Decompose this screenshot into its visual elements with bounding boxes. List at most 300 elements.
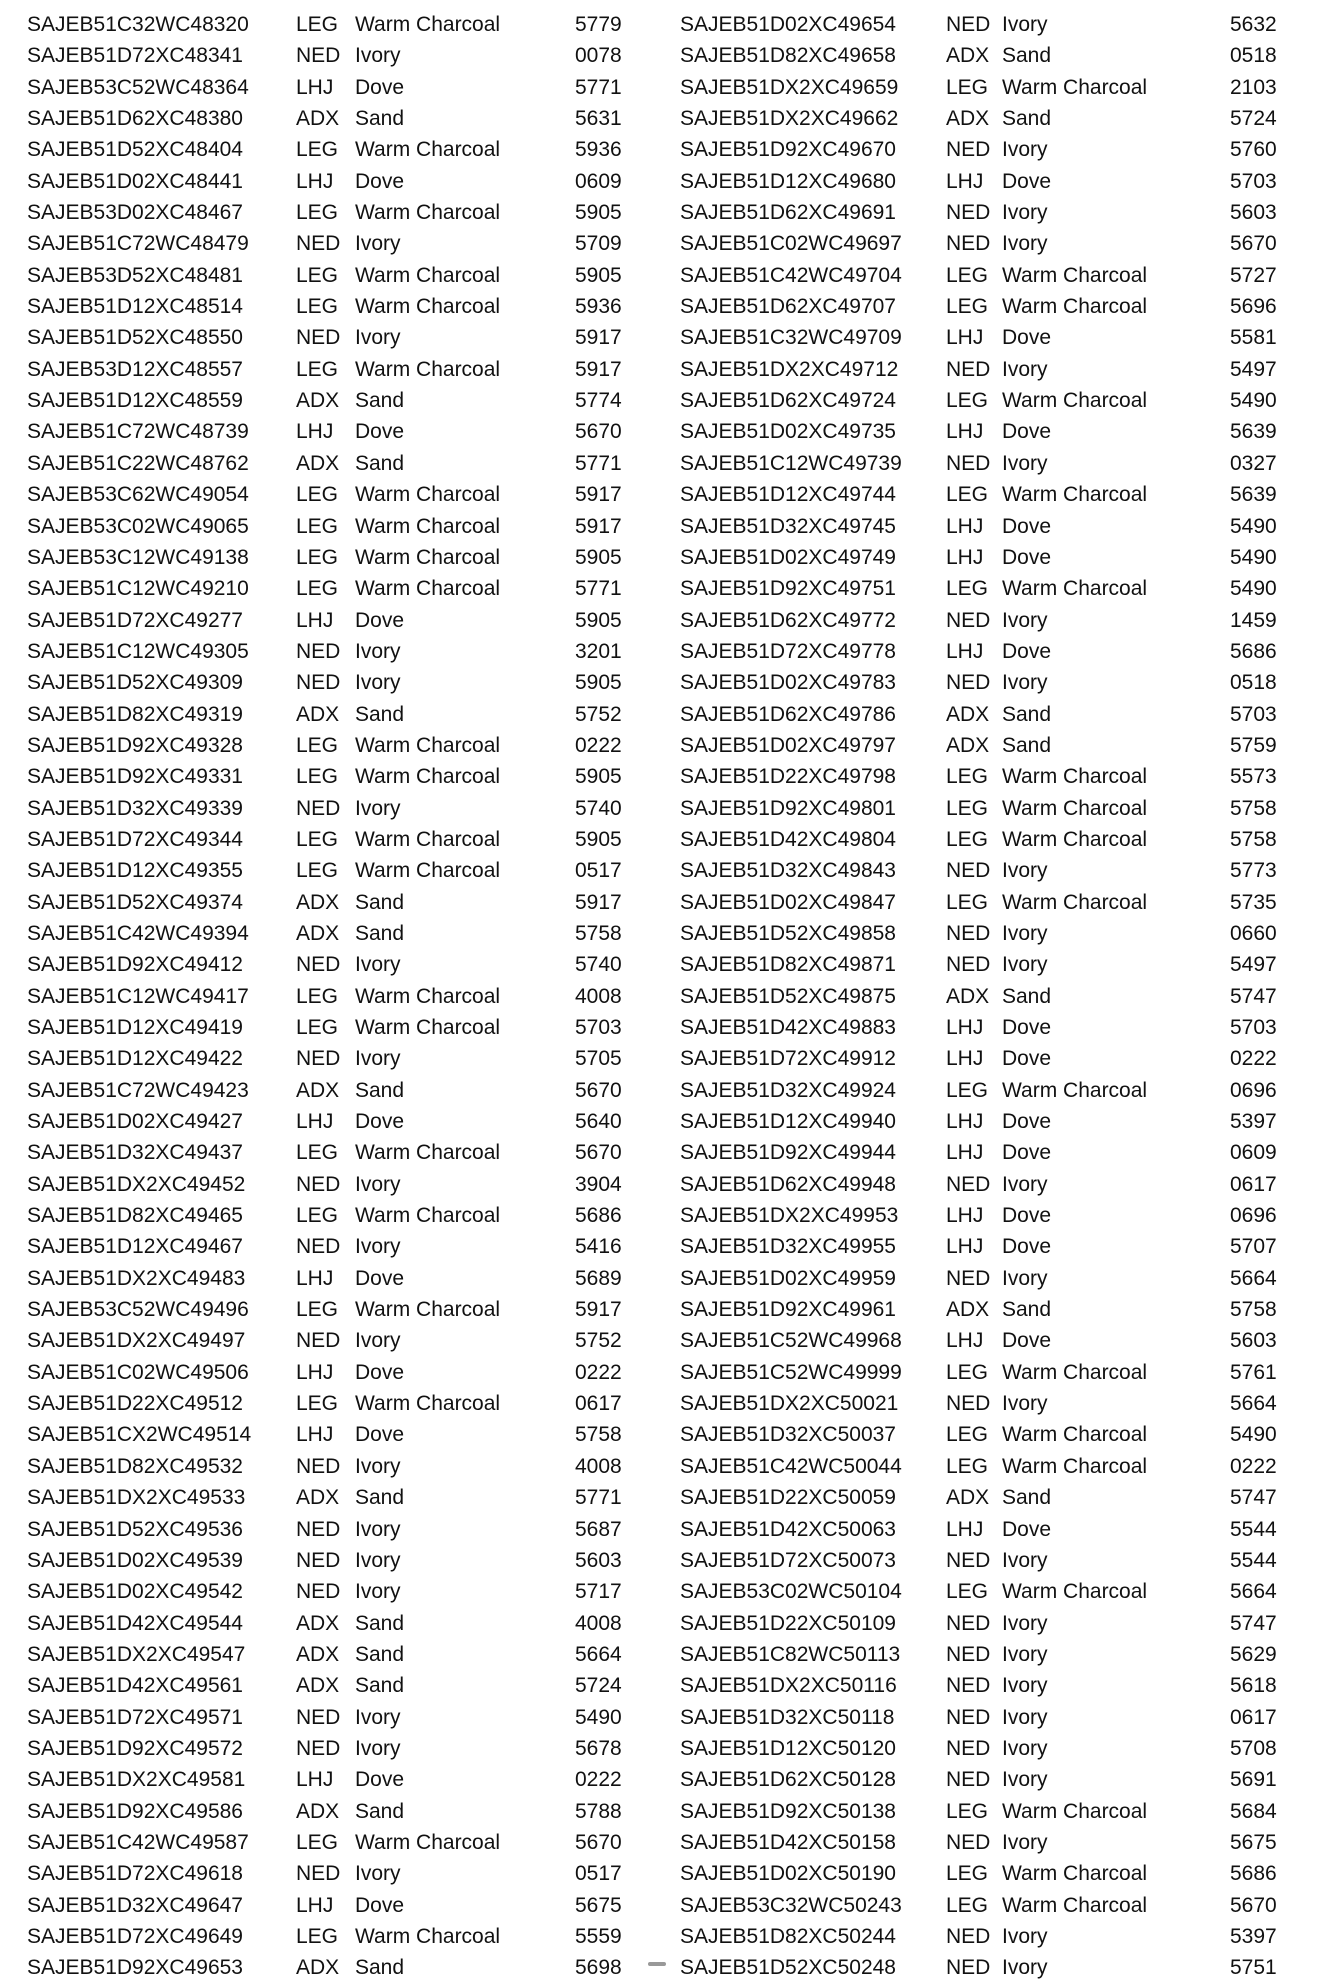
number-cell: 5771 — [575, 75, 622, 99]
trim-code-cell: ADX — [296, 1956, 340, 1980]
trim-code-cell: NED — [296, 1172, 341, 1196]
vin-cell: SAJEB51C72WC49423 — [27, 1078, 249, 1102]
number-cell: 0617 — [1230, 1705, 1277, 1729]
number-cell: 5497 — [1230, 953, 1277, 977]
trim-code-cell: ADX — [296, 1799, 340, 1823]
trim-code-cell: NED — [296, 639, 341, 663]
table-row — [680, 1078, 1320, 1109]
number-cell: 5497 — [1230, 357, 1277, 381]
color-name-cell: Dove — [1002, 545, 1052, 569]
color-name-cell: Warm Charcoal — [355, 733, 501, 757]
vin-cell: SAJEB51D92XC49751 — [680, 577, 896, 601]
trim-code-cell: NED — [296, 1047, 341, 1071]
number-cell: 5670 — [575, 1078, 622, 1102]
color-name-cell: Warm Charcoal — [1002, 765, 1148, 789]
number-cell: 0222 — [1230, 1454, 1277, 1478]
table-row — [680, 1579, 1320, 1610]
trim-code-cell: LHJ — [946, 169, 984, 193]
trim-code-cell: LHJ — [296, 608, 334, 632]
color-name-cell: Dove — [1002, 1329, 1052, 1353]
number-cell: 5788 — [575, 1799, 622, 1823]
table-row — [680, 545, 1320, 576]
vin-cell: SAJEB53C32WC50243 — [680, 1893, 902, 1917]
number-cell: 5917 — [575, 514, 622, 538]
vin-cell: SAJEB51D02XC49539 — [27, 1548, 243, 1572]
trim-code-cell: NED — [946, 232, 991, 256]
vin-cell: SAJEB51D22XC50109 — [680, 1611, 896, 1635]
number-cell: 5416 — [575, 1235, 622, 1259]
table-row — [680, 1861, 1320, 1892]
trim-code-cell: LEG — [946, 1580, 989, 1604]
color-name-cell: Sand — [355, 107, 405, 131]
trim-code-cell: LEG — [946, 1862, 989, 1886]
table-row — [680, 1485, 1320, 1516]
color-name-cell: Warm Charcoal — [355, 295, 501, 319]
vin-cell: SAJEB51D12XC49467 — [27, 1235, 243, 1259]
vin-cell: SAJEB51D82XC49871 — [680, 953, 896, 977]
color-name-cell: Ivory — [355, 1548, 401, 1572]
vin-cell: SAJEB51C12WC49305 — [27, 639, 249, 663]
number-cell: 5675 — [1230, 1830, 1277, 1854]
trim-code-cell: NED — [296, 232, 341, 256]
color-name-cell: Ivory — [355, 1517, 401, 1541]
trim-code-cell: NED — [946, 1392, 991, 1416]
color-name-cell: Ivory — [355, 639, 401, 663]
vin-cell: SAJEB51C12WC49210 — [27, 577, 249, 601]
trim-code-cell: NED — [946, 1674, 991, 1698]
number-cell: 5752 — [575, 702, 622, 726]
vin-cell: SAJEB51DX2XC49662 — [680, 107, 899, 131]
table-row — [27, 1548, 667, 1579]
table-row — [27, 169, 667, 200]
trim-code-cell: ADX — [296, 389, 340, 413]
table-row — [27, 388, 667, 419]
trim-code-cell: NED — [296, 1548, 341, 1572]
trim-code-cell: NED — [296, 1862, 341, 1886]
color-name-cell: Dove — [1002, 420, 1052, 444]
trim-code-cell: NED — [296, 1580, 341, 1604]
color-name-cell: Ivory — [1002, 1768, 1048, 1792]
vin-cell: SAJEB51D42XC49883 — [680, 1016, 896, 1039]
color-name-cell: Ivory — [1002, 953, 1048, 977]
table-row — [680, 1736, 1320, 1767]
trim-code-cell: NED — [946, 1736, 991, 1760]
number-cell: 5771 — [575, 577, 622, 601]
color-name-cell: Sand — [355, 1642, 405, 1666]
number-cell: 0222 — [575, 733, 622, 757]
trim-code-cell: NED — [296, 1736, 341, 1760]
color-name-cell: Ivory — [355, 1329, 401, 1353]
color-name-cell: Ivory — [355, 232, 401, 256]
color-name-cell: Ivory — [1002, 1172, 1048, 1196]
color-name-cell: Ivory — [1002, 1642, 1048, 1666]
table-row — [680, 1673, 1320, 1704]
table-row — [27, 764, 667, 795]
number-cell: 5632 — [1230, 13, 1277, 36]
color-name-cell: Sand — [1002, 702, 1052, 726]
table-row — [27, 1579, 667, 1610]
number-cell: 5670 — [1230, 1893, 1277, 1917]
number-cell: 5936 — [575, 138, 622, 162]
vin-cell: SAJEB53C52WC49496 — [27, 1298, 249, 1322]
color-name-cell: Warm Charcoal — [355, 1298, 501, 1322]
scan-mark — [648, 1962, 666, 1966]
vin-cell: SAJEB51DX2XC49533 — [27, 1486, 246, 1510]
color-name-cell: Warm Charcoal — [355, 827, 501, 851]
number-cell: 5686 — [575, 1204, 622, 1228]
number-cell: 0617 — [1230, 1172, 1277, 1196]
color-name-cell: Warm Charcoal — [1002, 1423, 1148, 1447]
trim-code-cell: NED — [296, 796, 341, 820]
vin-cell: SAJEB51D12XC49744 — [680, 483, 896, 507]
color-name-cell: Sand — [355, 1799, 405, 1823]
vin-cell: SAJEB51D12XC48514 — [27, 295, 243, 319]
vin-cell: SAJEB51D72XC49778 — [680, 639, 896, 663]
vin-cell: SAJEB51D82XC50244 — [680, 1924, 896, 1948]
vin-cell: SAJEB51D92XC49572 — [27, 1736, 243, 1760]
number-cell: 5670 — [575, 1141, 622, 1165]
table-row — [27, 1924, 667, 1955]
color-name-cell: Warm Charcoal — [355, 1016, 501, 1039]
table-row — [27, 12, 667, 43]
color-name-cell: Ivory — [355, 671, 401, 695]
color-name-cell: Warm Charcoal — [1002, 827, 1148, 851]
trim-code-cell: NED — [946, 1830, 991, 1854]
table-row — [27, 325, 667, 356]
color-name-cell: Dove — [355, 420, 405, 444]
vin-cell: SAJEB51C12WC49417 — [27, 984, 249, 1008]
trim-code-cell: LEG — [946, 1078, 989, 1102]
trim-code-cell: NED — [946, 357, 991, 381]
color-name-cell: Warm Charcoal — [355, 514, 501, 538]
color-name-cell: Ivory — [1002, 1736, 1048, 1760]
trim-code-cell: LEG — [296, 483, 339, 507]
trim-code-cell: LHJ — [296, 1266, 334, 1290]
number-cell: 5675 — [575, 1893, 622, 1917]
vin-cell: SAJEB51D32XC49339 — [27, 796, 243, 820]
number-cell: 5640 — [575, 1110, 622, 1134]
table-row — [680, 388, 1320, 419]
trim-code-cell: ADX — [296, 107, 340, 131]
trim-code-cell: LEG — [946, 890, 989, 914]
vin-cell: SAJEB51D22XC49798 — [680, 765, 896, 789]
number-cell: 4008 — [575, 1454, 622, 1478]
trim-code-cell: NED — [296, 1329, 341, 1353]
color-name-cell: Ivory — [1002, 671, 1048, 695]
trim-code-cell: LEG — [296, 1204, 339, 1228]
color-name-cell: Dove — [1002, 1047, 1052, 1071]
table-row — [680, 1266, 1320, 1297]
vin-cell: SAJEB51D72XC50073 — [680, 1548, 896, 1572]
table-row — [27, 733, 667, 764]
table-row — [680, 1203, 1320, 1234]
table-row — [27, 827, 667, 858]
table-row — [680, 1955, 1320, 1986]
number-cell: 0078 — [575, 44, 622, 68]
trim-code-cell: LEG — [296, 984, 339, 1008]
table-row — [680, 1140, 1320, 1171]
table-row — [27, 451, 667, 482]
number-cell: 5905 — [575, 765, 622, 789]
number-cell: 5603 — [1230, 1329, 1277, 1353]
trim-code-cell: LHJ — [946, 1329, 984, 1353]
vin-cell: SAJEB51D72XC49571 — [27, 1705, 243, 1729]
trim-code-cell: LEG — [946, 483, 989, 507]
number-cell: 5698 — [575, 1956, 622, 1980]
table-row — [680, 75, 1320, 106]
table-row — [27, 357, 667, 388]
number-cell: 5544 — [1230, 1548, 1277, 1572]
number-cell: 5397 — [1230, 1110, 1277, 1134]
table-row — [680, 137, 1320, 168]
table-row — [27, 1234, 667, 1265]
number-cell: 5773 — [1230, 859, 1277, 883]
number-cell: 5703 — [1230, 1016, 1277, 1039]
number-cell: 5559 — [575, 1924, 622, 1948]
color-name-cell: Warm Charcoal — [355, 1204, 501, 1228]
table-row — [680, 576, 1320, 607]
number-cell: 3201 — [575, 639, 622, 663]
vin-cell: SAJEB51D52XC49875 — [680, 984, 896, 1008]
color-name-cell: Sand — [1002, 1298, 1052, 1322]
vin-cell: SAJEB51D72XC48341 — [27, 44, 243, 68]
trim-code-cell: LHJ — [946, 514, 984, 538]
table-row — [27, 1266, 667, 1297]
table-row — [680, 1705, 1320, 1736]
table-row — [680, 294, 1320, 325]
number-cell: 5670 — [575, 1830, 622, 1854]
trim-code-cell: NED — [296, 1454, 341, 1478]
number-cell: 5771 — [575, 451, 622, 475]
table-row — [680, 639, 1320, 670]
table-row — [27, 1297, 667, 1328]
vin-cell: SAJEB51D12XC49419 — [27, 1016, 243, 1039]
number-cell: 5751 — [1230, 1956, 1277, 1980]
table-row — [27, 858, 667, 889]
number-cell: 0696 — [1230, 1204, 1277, 1228]
table-row — [27, 1830, 667, 1861]
trim-code-cell: ADX — [296, 702, 340, 726]
vin-cell: SAJEB51D42XC49544 — [27, 1611, 243, 1635]
trim-code-cell: NED — [946, 201, 991, 225]
vin-cell: SAJEB51D32XC50118 — [680, 1705, 895, 1729]
number-cell: 5727 — [1230, 263, 1277, 287]
vin-cell: SAJEB51C42WC49394 — [27, 921, 249, 945]
vin-cell: SAJEB51D92XC49801 — [680, 796, 896, 820]
trim-code-cell: LEG — [296, 545, 339, 569]
color-name-cell: Ivory — [1002, 1924, 1048, 1948]
table-row — [27, 1140, 667, 1171]
color-name-cell: Dove — [1002, 1110, 1052, 1134]
number-cell: 5774 — [575, 389, 622, 413]
color-name-cell: Warm Charcoal — [1002, 1454, 1148, 1478]
table-row — [27, 952, 667, 983]
trim-code-cell: NED — [296, 1235, 341, 1259]
table-row — [680, 764, 1320, 795]
vin-cell: SAJEB51C42WC49704 — [680, 263, 902, 287]
color-name-cell: Ivory — [1002, 451, 1048, 475]
color-name-cell: Warm Charcoal — [355, 201, 501, 225]
vin-cell: SAJEB51C02WC49506 — [27, 1360, 249, 1384]
table-row — [27, 608, 667, 639]
color-name-cell: Dove — [1002, 639, 1052, 663]
table-row — [680, 921, 1320, 952]
vin-cell: SAJEB51D02XC49959 — [680, 1266, 896, 1290]
number-cell: 5758 — [575, 1423, 622, 1447]
color-name-cell: Warm Charcoal — [1002, 577, 1148, 601]
left-column — [27, 12, 667, 1987]
table-row — [27, 1109, 667, 1140]
number-cell: 5724 — [1230, 107, 1277, 131]
number-cell: 5696 — [1230, 295, 1277, 319]
table-row — [680, 1830, 1320, 1861]
color-name-cell: Ivory — [355, 44, 401, 68]
number-cell: 3904 — [575, 1172, 622, 1196]
color-name-cell: Sand — [355, 451, 405, 475]
trim-code-cell: LEG — [946, 389, 989, 413]
color-name-cell: Sand — [1002, 1486, 1052, 1510]
table-row — [680, 482, 1320, 513]
vin-cell: SAJEB51CX2WC49514 — [27, 1423, 252, 1447]
vin-cell: SAJEB51D22XC49512 — [27, 1392, 243, 1416]
table-row — [680, 263, 1320, 294]
number-cell: 5758 — [1230, 796, 1277, 820]
vin-cell: SAJEB51DX2XC49452 — [27, 1172, 246, 1196]
color-name-cell: Ivory — [355, 953, 401, 977]
trim-code-cell: NED — [946, 921, 991, 945]
vin-cell: SAJEB51D92XC49331 — [27, 765, 243, 789]
number-cell: 0327 — [1230, 451, 1277, 475]
number-cell: 5724 — [575, 1674, 622, 1698]
table-row — [680, 12, 1320, 43]
vin-cell: SAJEB53C12WC49138 — [27, 545, 249, 569]
color-name-cell: Warm Charcoal — [1002, 1862, 1148, 1886]
table-row — [680, 670, 1320, 701]
number-cell: 5639 — [1230, 483, 1277, 507]
number-cell: 5917 — [575, 890, 622, 914]
table-row — [680, 796, 1320, 827]
vin-cell: SAJEB53C52WC48364 — [27, 75, 249, 99]
color-name-cell: Ivory — [1002, 13, 1048, 36]
vin-cell: SAJEB51D32XC49843 — [680, 859, 896, 883]
color-name-cell: Warm Charcoal — [1002, 75, 1148, 99]
number-cell: 5573 — [1230, 765, 1277, 789]
trim-code-cell: ADX — [296, 451, 340, 475]
table-row — [680, 1642, 1320, 1673]
trim-code-cell: LEG — [946, 1454, 989, 1478]
trim-code-cell: ADX — [946, 984, 990, 1008]
number-cell: 5905 — [575, 201, 622, 225]
trim-code-cell: LHJ — [946, 1517, 984, 1541]
number-cell: 5490 — [1230, 514, 1277, 538]
trim-code-cell: LHJ — [946, 639, 984, 663]
table-row — [680, 514, 1320, 545]
table-row — [680, 1360, 1320, 1391]
table-row — [27, 1015, 667, 1046]
number-cell: 5707 — [1230, 1235, 1277, 1259]
trim-code-cell: LEG — [296, 859, 339, 883]
table-row — [27, 1422, 667, 1453]
table-row — [27, 1454, 667, 1485]
trim-code-cell: LHJ — [946, 1141, 984, 1165]
table-row — [27, 43, 667, 74]
table-row — [680, 325, 1320, 356]
vin-cell: SAJEB51D62XC49707 — [680, 295, 896, 319]
color-name-cell: Warm Charcoal — [1002, 1893, 1148, 1917]
vin-cell: SAJEB51C32WC48320 — [27, 13, 249, 36]
color-name-cell: Warm Charcoal — [355, 357, 501, 381]
table-row — [27, 1705, 667, 1736]
vin-cell: SAJEB51DX2XC49659 — [680, 75, 899, 99]
color-name-cell: Warm Charcoal — [355, 545, 501, 569]
vin-cell: SAJEB51D12XC48559 — [27, 389, 243, 413]
table-row — [680, 1297, 1320, 1328]
number-cell: 5905 — [575, 608, 622, 632]
vin-cell: SAJEB51D02XC49847 — [680, 890, 896, 914]
table-row — [27, 1203, 667, 1234]
vin-cell: SAJEB51DX2XC49712 — [680, 357, 899, 381]
number-cell: 5936 — [575, 295, 622, 319]
number-cell: 0517 — [575, 859, 622, 883]
vin-cell: SAJEB51D92XC49653 — [27, 1956, 243, 1980]
vin-cell: SAJEB51D62XC49772 — [680, 608, 896, 632]
color-name-cell: Ivory — [355, 1705, 401, 1729]
table-row — [680, 702, 1320, 733]
number-cell: 5703 — [575, 1016, 622, 1039]
color-name-cell: Ivory — [355, 1454, 401, 1478]
trim-code-cell: LEG — [946, 827, 989, 851]
vin-cell: SAJEB51C12WC49739 — [680, 451, 902, 475]
color-name-cell: Ivory — [355, 326, 401, 350]
table-row — [27, 1611, 667, 1642]
color-name-cell: Ivory — [1002, 1956, 1048, 1980]
vin-cell: SAJEB53C62WC49054 — [27, 483, 249, 507]
vin-cell: SAJEB51D02XC49783 — [680, 671, 896, 695]
trim-code-cell: NED — [946, 953, 991, 977]
color-name-cell: Sand — [355, 702, 405, 726]
vin-cell: SAJEB51DX2XC49497 — [27, 1329, 246, 1353]
trim-code-cell: LEG — [296, 201, 339, 225]
number-cell: 5917 — [575, 1298, 622, 1322]
table-row — [680, 231, 1320, 262]
color-name-cell: Warm Charcoal — [355, 483, 501, 507]
trim-code-cell: LHJ — [296, 1768, 334, 1792]
number-cell: 5631 — [575, 107, 622, 131]
vin-cell: SAJEB51C22WC48762 — [27, 451, 249, 475]
trim-code-cell: ADX — [296, 921, 340, 945]
trim-code-cell: NED — [946, 608, 991, 632]
vin-cell: SAJEB51D02XC50190 — [680, 1862, 896, 1886]
color-name-cell: Warm Charcoal — [355, 765, 501, 789]
trim-code-cell: LHJ — [296, 169, 334, 193]
vin-cell: SAJEB51D92XC49586 — [27, 1799, 243, 1823]
trim-code-cell: NED — [946, 451, 991, 475]
vin-cell: SAJEB51D52XC49858 — [680, 921, 896, 945]
vin-cell: SAJEB51D62XC49786 — [680, 702, 896, 726]
vin-cell: SAJEB51D32XC49924 — [680, 1078, 896, 1102]
number-cell: 1459 — [1230, 608, 1277, 632]
trim-code-cell: NED — [946, 1266, 991, 1290]
trim-code-cell: ADX — [296, 1642, 340, 1666]
vin-cell: SAJEB51C02WC49697 — [680, 232, 902, 256]
number-cell: 5759 — [1230, 733, 1277, 757]
vin-cell: SAJEB51D72XC49912 — [680, 1047, 896, 1071]
trim-code-cell: LEG — [296, 263, 339, 287]
vin-cell: SAJEB51D02XC49749 — [680, 545, 896, 569]
number-cell: 5747 — [1230, 1611, 1277, 1635]
table-row — [680, 1924, 1320, 1955]
table-row — [680, 1767, 1320, 1798]
